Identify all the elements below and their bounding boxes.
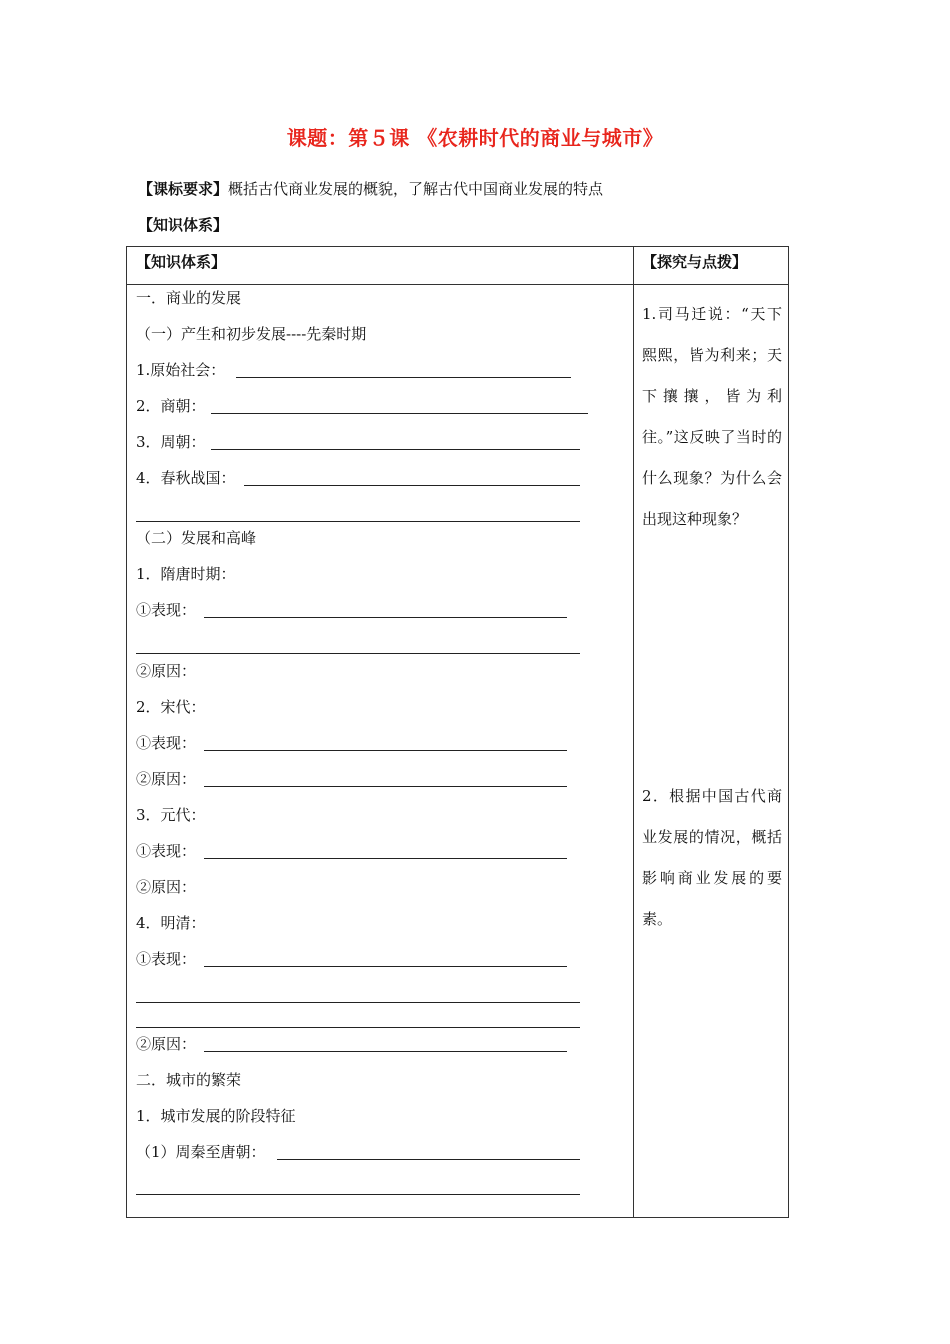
requirement-text: 概括古代商业发展的概貌，了解古代中国商业发展的特点: [228, 180, 604, 198]
answer-blank[interactable]: [136, 1002, 580, 1003]
list-item: 4．春秋战国：: [136, 469, 236, 487]
answer-blank[interactable]: [136, 653, 580, 654]
list-item: ②原因：: [136, 878, 197, 896]
header-divider: [127, 284, 788, 285]
answer-blank[interactable]: [204, 617, 567, 618]
list-item: ①表现：: [136, 601, 197, 619]
subsection-heading: （一）产生和初步发展----先秦时期: [136, 325, 367, 343]
right-column-header: 【探究与点拨】: [642, 253, 748, 271]
answer-blank[interactable]: [236, 377, 571, 378]
section-heading: 一．商业的发展: [136, 289, 242, 307]
answer-blank[interactable]: [136, 1027, 580, 1028]
list-item: ①表现：: [136, 734, 197, 752]
column-divider: [633, 247, 634, 1217]
list-item: ②原因：: [136, 662, 197, 680]
list-item: 4．明清：: [136, 914, 206, 932]
list-item: ①表现：: [136, 950, 197, 968]
list-item: ②原因：: [136, 770, 197, 788]
page-title: 课题：第５课 《农耕时代的商业与城市》: [286, 126, 664, 150]
answer-blank[interactable]: [204, 966, 567, 967]
answer-blank[interactable]: [204, 750, 567, 751]
list-item: 2．商朝：: [136, 397, 206, 415]
answer-blank[interactable]: [277, 1159, 580, 1160]
section-heading: 二．城市的繁荣: [136, 1071, 242, 1089]
curriculum-requirement: [138, 178, 603, 199]
list-item: 1．隋唐时期：: [136, 565, 236, 583]
list-item: ②原因：: [136, 1035, 197, 1053]
inquiry-question-1: 1.司马迁说：“天下熙熙，皆为利来；天下攘攘，皆为利往。”这反映了当时的什么现象？为什么会出现这种现象？: [642, 305, 782, 528]
left-column-header: 【知识体系】: [136, 253, 227, 271]
requirement-label: 【课标要求】: [138, 180, 229, 198]
answer-blank[interactable]: [244, 485, 580, 486]
answer-blank[interactable]: [204, 786, 567, 787]
worksheet-table: [126, 246, 789, 1218]
list-item: 3．周朝：: [136, 433, 206, 451]
list-item: 1.原始社会：: [136, 361, 226, 379]
list-item: 3．元代：: [136, 806, 206, 824]
subsection-heading: （二）发展和高峰: [136, 529, 257, 547]
list-item: 2．宋代：: [136, 698, 206, 716]
answer-blank[interactable]: [136, 1194, 580, 1195]
answer-blank[interactable]: [211, 449, 580, 450]
inquiry-question-2: 2．根据中国古代商业发展的情况，概括影响商业发展的要素。: [642, 787, 782, 928]
answer-blank[interactable]: [204, 1051, 567, 1052]
answer-blank[interactable]: [211, 413, 588, 414]
answer-blank[interactable]: [204, 858, 567, 859]
knowledge-system-heading: 【知识体系】: [138, 216, 229, 234]
list-item: 1．城市发展的阶段特征: [136, 1107, 296, 1125]
list-item: ①表现：: [136, 842, 197, 860]
list-item: （1）周秦至唐朝：: [136, 1143, 266, 1161]
answer-blank[interactable]: [136, 521, 580, 522]
